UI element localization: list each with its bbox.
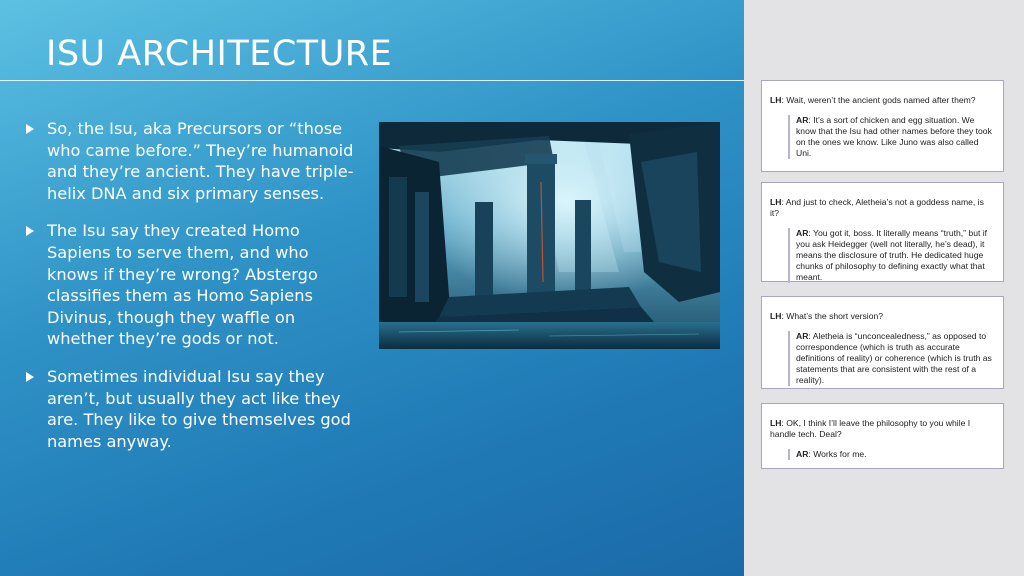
- bullet-text: The Isu say they created Homo Sapiens to serve them, and who knows if they’re wrong? Abstergo classifies them as Homo Sapiens Divinus, though they waffle on whether they’re gods or not.: [47, 221, 318, 349]
- comment-reply: [788, 331, 995, 386]
- reply-author: AR: [796, 228, 809, 238]
- comment-author: LH: [770, 197, 782, 207]
- comment-body: : Wait, weren’t the ancient gods named after them?: [781, 95, 976, 105]
- bullet-text: Sometimes individual Isu say they aren’t, but usually they act like they are. They like to give themselves god names anyway.: [47, 366, 351, 451]
- comment-reply: [788, 115, 995, 159]
- comment-card[interactable]: [761, 403, 1004, 469]
- triangle-bullet-icon: [26, 226, 34, 236]
- title-divider: [0, 80, 744, 81]
- comment-card[interactable]: [761, 182, 1004, 282]
- comment-reply: [788, 228, 995, 283]
- comments-panel: [744, 0, 1024, 576]
- comment-author: LH: [770, 418, 782, 428]
- bullet-text: So, the Isu, aka Precursors or “those who came before.” They’re humanoid and they’re ancient. They have triple-helix DNA and six primary senses.: [47, 119, 354, 203]
- reply-author: AR: [796, 331, 809, 341]
- comment-author: LH: [770, 95, 782, 105]
- comment-body: : What’s the short version?: [781, 311, 884, 321]
- comment-card[interactable]: [761, 296, 1004, 389]
- bullet-item: [22, 220, 362, 350]
- ruined-temple-image: [379, 122, 720, 349]
- comment-text: [770, 418, 995, 440]
- triangle-bullet-icon: [26, 372, 34, 382]
- reply-body: : Works for me.: [808, 449, 867, 459]
- triangle-bullet-icon: [26, 124, 34, 134]
- comment-reply: [788, 449, 995, 460]
- comment-text: [770, 311, 995, 322]
- comment-text: [770, 95, 995, 106]
- comment-body: : OK, I think I’ll leave the philosophy to you while I handle tech. Deal?: [770, 418, 971, 439]
- bullet-list: [22, 118, 362, 468]
- bullet-item: [22, 366, 362, 452]
- reply-author: AR: [796, 115, 809, 125]
- reply-body: : You got it, boss. It literally means “truth,” but if you ask Heidegger (well not literally, he’s dead), it means the disclosure of truth. He dedicated huge chunks of philosophy to defining exactly what that meant.: [796, 228, 988, 282]
- bullet-item: [22, 118, 362, 204]
- reply-body: : It’s a sort of chicken and egg situation. We know that the Isu had other names before they took on the ones we know. Like Juno was also called Uni.: [796, 115, 992, 158]
- comment-text: [770, 197, 995, 219]
- slide-title: ISU ARCHITECTURE: [46, 34, 393, 74]
- reply-body: : Aletheia is “unconcealedness,” as opposed to correspondence (which is truth as accurate definitions of reality) or coherence (which is truth as statements that are consistent with the rest of a reality).: [796, 331, 992, 385]
- comment-body: : And just to check, Aletheia’s not a goddess name, is it?: [770, 197, 984, 218]
- reply-author: AR: [796, 449, 809, 459]
- comment-author: LH: [770, 311, 782, 321]
- comment-card[interactable]: [761, 80, 1004, 172]
